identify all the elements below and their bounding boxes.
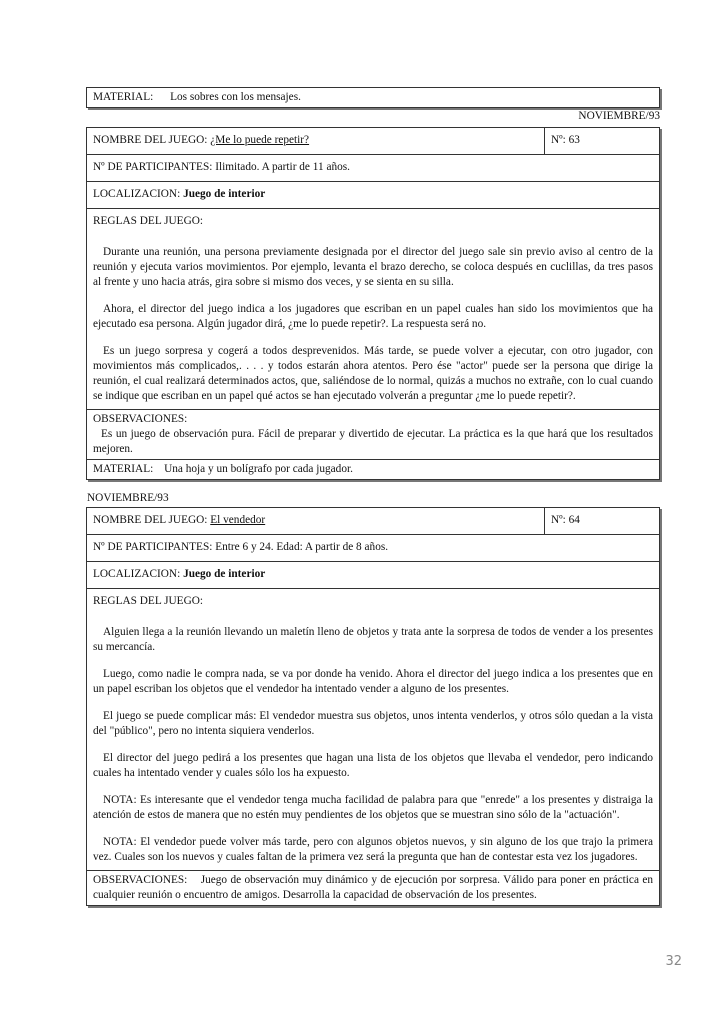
game2-observations	[87, 871, 659, 905]
page-number: 32	[665, 954, 682, 969]
game2-name: El vendedor	[210, 514, 266, 526]
game2-location-label: LOCALIZACION:	[93, 568, 184, 580]
game1-name: ¿Me lo puede repetir?	[210, 134, 310, 146]
game2-rule-paragraph: Luego, como nadie le compra nada, se va por donde ha venido. Ahora el director del juego indica a los presentes que en un papel escriban los objetos que el vendedor ha intentado vender a alguno de los presentes.	[93, 668, 653, 695]
material-label: MATERIAL:	[93, 91, 154, 103]
game2-location: Juego de interior	[183, 568, 266, 580]
game2-name-cell	[87, 508, 545, 534]
game1-rule-paragraph: Es un juego sorpresa y cogerá a todos desprevenidos. Más tarde, se puede volver a ejecutar, con otro jugador, con movimientos más complicados,. . . . y todos estarán ahora atentos. Pero ése "actor" puede ser la persona que dirige la reunión, el cual realizará determinados actos, que, saliéndose de lo normal, quizás a muchos no extrañe, con lo cual cuando se indique que escriban en un papel qué actos se han ejecutado volverán a preguntar ¿me lo puede repetir?.	[93, 345, 653, 402]
game2-number: Nº: 64	[551, 514, 580, 526]
game2-observations-label: OBSERVACIONES:	[93, 874, 188, 886]
game1-card	[86, 127, 660, 480]
game1-date: NOVIEMBRE/93	[578, 110, 660, 122]
game1-material-label: MATERIAL:	[93, 463, 154, 475]
game2-rule-paragraph: NOTA: El vendedor puede volver más tarde, pero con algunos objetos nuevos, y sin alguno de los que trajo la primera vez. Cuales son los nuevos y cuales faltan de la primera vez será la pregunta que han de contestar esta vez los jugadores.	[93, 836, 653, 863]
game1-number: Nº: 63	[551, 134, 580, 146]
material-value: Los sobres con los mensajes.	[170, 91, 301, 103]
game1-observations-label: OBSERVACIONES:	[93, 413, 188, 425]
game1-material: Una hoja y un bolígrafo por cada jugador.	[164, 463, 353, 475]
game1-location-row	[87, 182, 659, 209]
game2-rule-paragraph: Alguien llega a la reunión llevando un maletín lleno de objetos y trata ante la sorpresa de todos de vender a los presentes su mercancía.	[93, 626, 653, 653]
game2-rules	[87, 589, 659, 871]
game2-name-label: NOMBRE DEL JUEGO:	[93, 514, 211, 526]
game1-rule-paragraph: Ahora, el director del juego indica a los jugadores que escriban en un papel cuales han sido los movimientos que ha ejecutado esa persona. Algún jugador dirá, ¿me lo puede repetir?. La respuesta será no.	[93, 303, 653, 330]
game1-name-row	[87, 128, 659, 155]
game1-location-label: LOCALIZACION:	[93, 188, 184, 200]
game2-date: NOVIEMBRE/93	[87, 492, 169, 504]
game2-rule-paragraph: El juego se puede complicar más: El vendedor muestra sus objetos, unos intenta venderlos, y otros sólo quedan a la vista del "público", pero no intenta siquiera venderlos.	[93, 710, 653, 737]
game2-participants: Nº DE PARTICIPANTES: Entre 6 y 24. Edad: A partir de 8 años.	[87, 535, 659, 562]
game1-name-label: NOMBRE DEL JUEGO:	[93, 134, 211, 146]
game1-name-cell	[87, 128, 545, 154]
game1-rules-title: REGLAS DEL JUEGO:	[93, 215, 204, 227]
game2-name-row	[87, 508, 659, 535]
game1-observations	[87, 410, 659, 460]
game2-card	[86, 507, 660, 906]
game2-location-row	[87, 562, 659, 589]
game2-rules-title: REGLAS DEL JUEGO:	[93, 595, 204, 607]
game1-material-row	[87, 460, 659, 479]
game1-participants: Nº DE PARTICIPANTES: Ilimitado. A partir de 11 años.	[87, 155, 659, 182]
game2-observations-text: Juego de observación muy dinámico y de ejecución por sorpresa. Válido para poner en práctica en cualquier reunión o encuentro de amigos. Desarrolla la capacidad de observación de los presentes.	[93, 874, 653, 901]
top-material-box	[86, 87, 660, 108]
game1-observations-text: Es un juego de observación pura. Fácil de preparar y divertido de ejecutar. La práctica es la que hará que los resultados mejoren.	[93, 428, 653, 455]
game2-rule-paragraph: El director del juego pedirá a los presentes que hagan una lista de los objetos que llevaba el vendedor, pero indicando cuales ha intentado vender y cuales sólo los ha expuesto.	[93, 752, 653, 779]
top-material-row	[87, 88, 659, 107]
game2-rule-paragraph: NOTA: Es interesante que el vendedor tenga mucha facilidad de palabra para que "enrede" a los presentes y distraiga la atención de estos de manera que no estén muy pendientes de los objetos que se muestran sino sólo de la "actuación".	[93, 794, 653, 821]
game1-rules	[87, 209, 659, 410]
game1-rule-paragraph: Durante una reunión, una persona previamente designada por el director del juego sale sin previo aviso al centro de la reunión y ejecuta varios movimientos. Por ejemplo, levanta el brazo derecho, se coloca después en cuclillas, da tres pasos al frente y uno hacia atrás, gira sobre si mismo dos veces, y se sienta en su silla.	[93, 246, 653, 288]
game1-location: Juego de interior	[183, 188, 266, 200]
